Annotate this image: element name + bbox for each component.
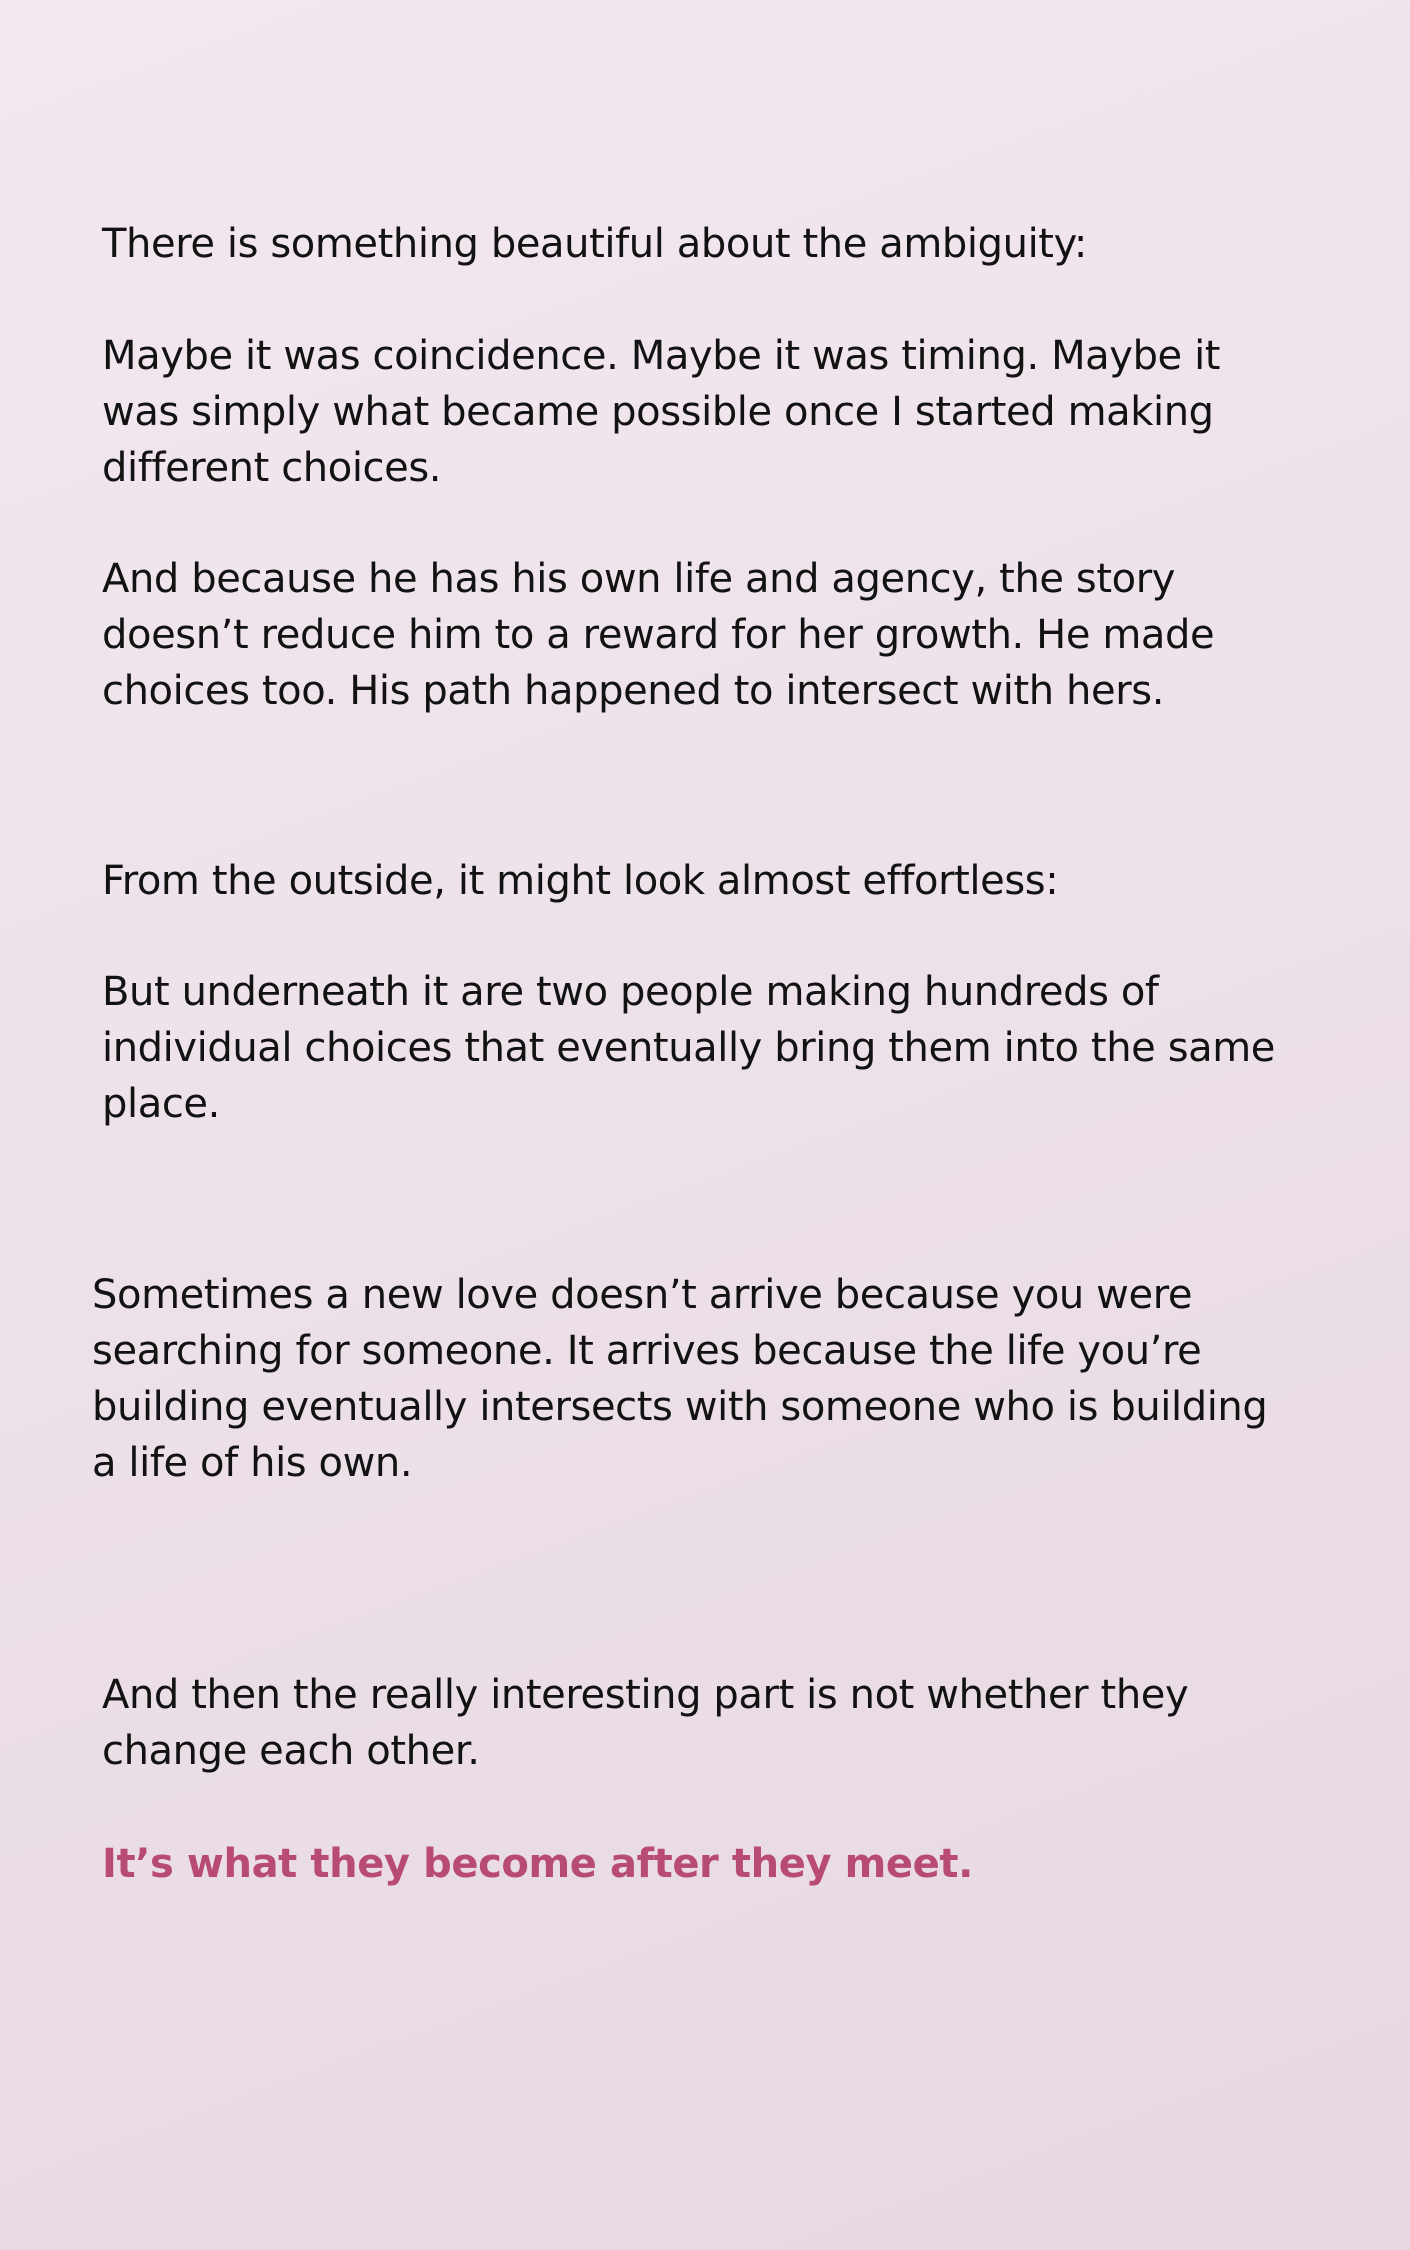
text-line: a life of his own. [92, 1440, 413, 1486]
text-line: There is something beautiful about the ambiguity: [102, 221, 1088, 267]
text-line: individual choices that eventually bring them into the same [102, 1025, 1276, 1071]
outside-paragraph [102, 853, 1058, 909]
text-line: Sometimes a new love doesn’t arrive because you were [92, 1272, 1193, 1318]
new-love-paragraph [92, 1267, 1267, 1491]
text-line: And because he has his own life and agency, the story [102, 556, 1176, 602]
text-line: was simply what became possible once I started making [102, 389, 1214, 435]
text-line: searching for someone. It arrives because the life you’re [92, 1328, 1202, 1374]
underneath-paragraph [102, 964, 1275, 1132]
coincidence-paragraph [102, 328, 1220, 496]
text-line: But underneath it are two people making hundreds of [102, 969, 1159, 1015]
text-line: Maybe it was coincidence. Maybe it was timing. Maybe it [102, 333, 1221, 379]
interesting-part-paragraph [102, 1667, 1188, 1779]
text-line: doesn’t reduce him to a reward for her growth. He made [102, 612, 1215, 658]
text-line: And then the really interesting part is not whether they [102, 1672, 1189, 1718]
text-line: place. [102, 1081, 220, 1127]
intro-paragraph [102, 216, 1087, 272]
text-line: change each other. [102, 1728, 480, 1774]
text-line: building eventually intersects with someone who is building [92, 1384, 1268, 1430]
text-line: different choices. [102, 445, 442, 491]
text-line: From the outside, it might look almost effortless: [102, 858, 1059, 904]
agency-paragraph [102, 551, 1214, 719]
text-line: choices too. His path happened to intersect with hers. [102, 668, 1165, 714]
closing-highlight: It’s what they become after they meet. [102, 1841, 973, 1887]
